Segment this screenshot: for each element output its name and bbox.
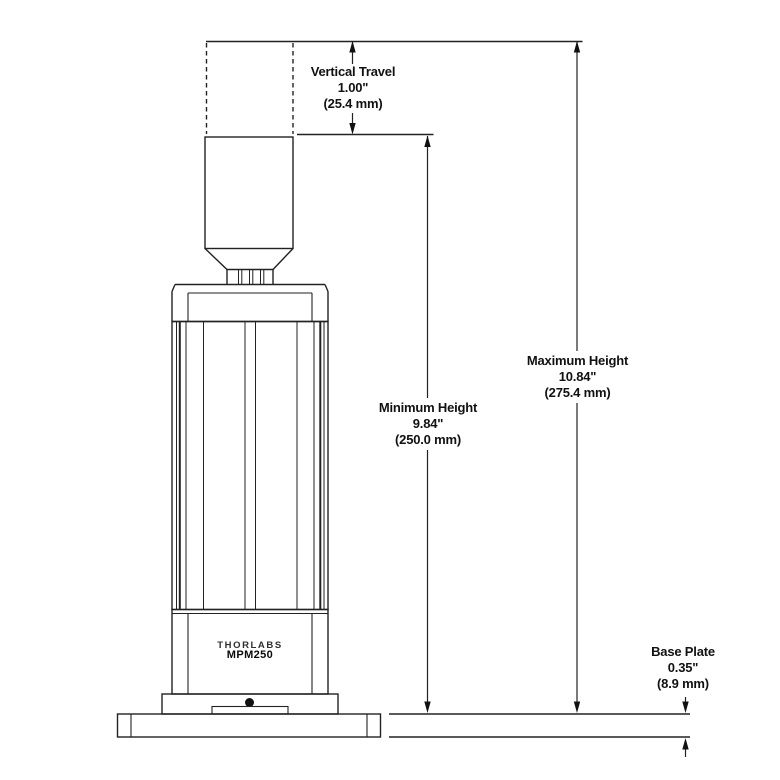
body-top-cap [172,285,328,322]
arrowhead-minimum-height-up [424,136,430,148]
vertical-post [205,137,293,249]
dim-label-vertical-travel-title: Vertical Travel [310,64,396,79]
arrowhead-vertical-travel-down [349,123,355,135]
base-slot [212,707,288,715]
dim-label-vertical-travel [308,64,398,112]
extended-post-dashed-outline [207,43,294,134]
dim-label-maximum-height [524,353,631,401]
model-label: MPM250 [226,649,274,661]
body-rib-lines [177,322,325,609]
cap-screw [245,698,254,707]
brand-label: THORLABS [217,640,283,651]
body-extrusion [172,322,328,610]
arrowhead-vertical-travel-up [349,41,355,53]
arrowhead-maximum-height-up [574,41,580,53]
base-plate [118,714,381,737]
post-neck-ribs [239,270,264,285]
post-neck [227,270,273,285]
dim-label-base-plate-metric: (8.9 mm) [657,676,709,691]
extension-lines-base [389,714,690,737]
dim-label-minimum-height-title: Minimum Height [378,400,478,415]
dim-label-maximum-height-metric: (275.4 mm) [544,385,611,400]
dim-label-vertical-travel-metric: (25.4 mm) [323,96,383,111]
dim-label-minimum-height [376,400,480,448]
arrowhead-base-plate-down [682,702,688,714]
post-taper [205,249,293,270]
dim-label-maximum-height-title: Maximum Height [526,353,629,368]
dim-label-base-plate-inches: 0.35" [667,660,699,675]
arrowhead-minimum-height-down [424,702,430,714]
dim-label-base-plate-title: Base Plate [651,644,715,659]
dim-label-vertical-travel-inches: 1.00" [337,80,369,95]
dim-label-minimum-height-metric: (250.0 mm) [395,432,461,447]
dim-label-maximum-height-inches: 10.84" [558,369,597,384]
dim-label-base-plate [648,644,718,692]
dim-label-minimum-height-inches: 9.84" [412,416,444,431]
base-platform [162,694,338,714]
arrowhead-maximum-height-down [574,702,580,714]
arrowhead-base-plate-up [682,738,688,750]
